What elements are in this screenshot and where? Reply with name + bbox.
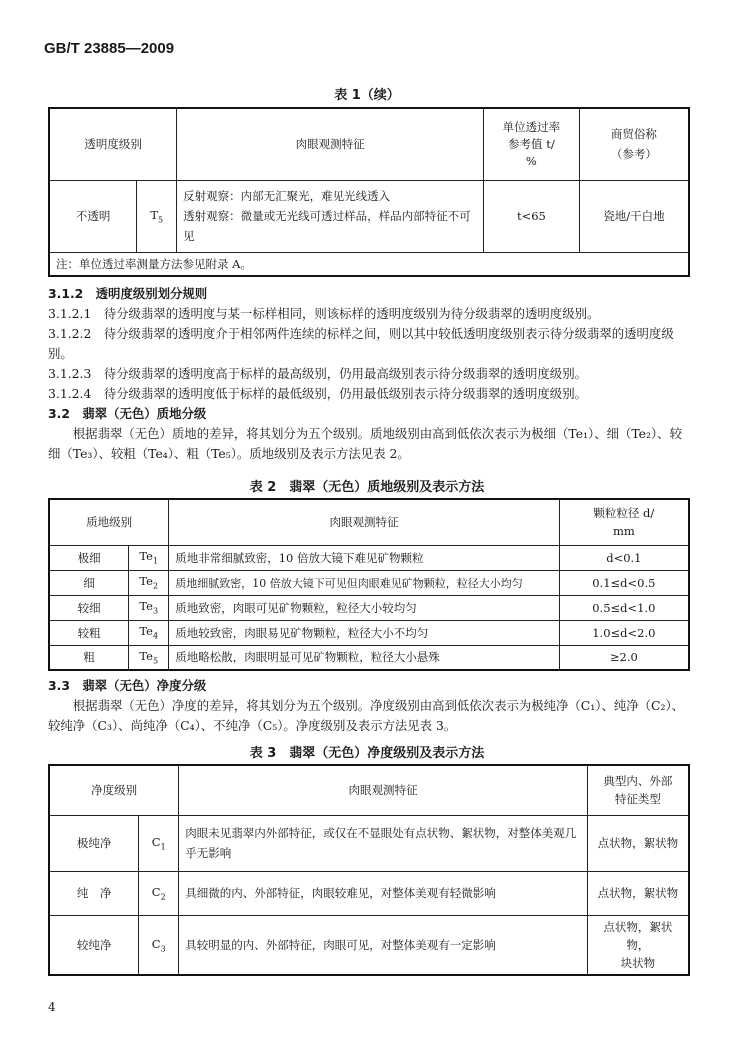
table3 (48, 764, 690, 976)
table-row: 细 $Te_2$ 质地细腻致密，10 倍放大镜下可见但肉眼难见矿物颗粒，粒径大小均匀 0.1≤d<0.5 (49, 570, 689, 595)
table1-header-name: 商贸俗称 （参考） (579, 108, 689, 180)
table2-header-level: 质地级别 (49, 499, 169, 545)
table2-header-size: 颗粒粒径 d/ mm (559, 499, 689, 545)
table-row: 极纯净 $C_1$ 肉眼未见翡翠内外部特征，或仅在不显眼处有点状物、絮状物，对整体美观几乎无影响 点状物，絮状物 (49, 815, 689, 871)
standard-header: GB/T 23885—2009 (44, 40, 175, 57)
rule-3-1-2-3: 3.1.2.3 待分级翡翠的透明度高于标样的最高级别，仍用最高级别表示待分级翡翠的透明度级别。 (48, 366, 587, 381)
table3-header-feature: 肉眼观测特征 (179, 765, 588, 815)
table1-trade-name: 瓷地/干白地 (579, 180, 689, 252)
section-3-1-2-title: 3.1.2 透明度级别划分规则 (48, 286, 208, 301)
section-3-2-paragraph: 根据翡翠（无色）质地的差异，将其划分为五个级别。质地级别由高到低依次表示为极细（Te₁）、细（Te₂）、较细（Te₃）、较粗（Te₄）、粗（Te₅）。质地级别及表示方法见表 2。 (48, 426, 682, 461)
rule-3-1-2-4: 3.1.2.4 待分级翡翠的透明度低于标样的最低级别，仍用最低级别表示待分级翡翠的透明度级别。 (48, 386, 587, 401)
table2-caption: 表 2 翡翠（无色）质地级别及表示方法 (249, 480, 485, 495)
table3-caption: 表 3 翡翠（无色）净度级别及表示方法 (249, 746, 485, 761)
table1 (48, 107, 690, 277)
rule-3-1-2-1: 3.1.2.1 待分级翡翠的透明度与某一标样相同，则该标样的透明度级别为待分级翡翠的透明度级别。 (48, 306, 600, 321)
table1-header-feature: 肉眼观测特征 (177, 108, 484, 180)
table-row: 较粗 $Te_4$ 质地较致密，肉眼易见矿物颗粒，粒径大小不均匀 1.0≤d<2.0 (49, 620, 689, 645)
table1-header-level: 透明度级别 (49, 108, 177, 180)
section-3-3 (48, 676, 690, 736)
table2 (48, 498, 690, 671)
table1-feature: 反射观察：内部无汇聚光，难见光线透入 透射观察：微量或无光线可透过样品，样品内部特征不可见 (177, 180, 484, 252)
table1-header-value: 单位透过率 参考值 t/ % (484, 108, 580, 180)
table3-header-type: 典型内、外部 特征类型 (587, 765, 689, 815)
table-row: 粗 $Te_5$ 质地略松散，肉眼明显可见矿物颗粒，粒径大小悬殊 ≥2.0 (49, 645, 689, 670)
section-3-2-title: 3.2 翡翠（无色）质地分级 (48, 406, 207, 421)
table1-code: $T_5$ (137, 180, 177, 252)
table-row: 纯 净 $C_2$ 具细微的内、外部特征，肉眼较难见，对整体美观有轻微影响 点状物，絮状物 (49, 871, 689, 915)
table1-level: 不透明 (49, 180, 137, 252)
section-3-3-title: 3.3 翡翠（无色）净度分级 (48, 678, 207, 693)
table1-note: 注：单位透过率测量方法参见附录 A。 (49, 252, 689, 276)
table2-header-feature: 肉眼观测特征 (169, 499, 559, 545)
table1-caption: 表 1（续） (334, 88, 400, 103)
table3-header-level: 净度级别 (49, 765, 179, 815)
section-3-3-paragraph: 根据翡翠（无色）净度的差异，将其划分为五个级别。净度级别由高到低依次表示为极纯净（C₁）、纯净（C₂）、较纯净（C₃）、尚纯净（C₄）、不纯净（C₅）。净度级别及表示方法见表 3。 (48, 698, 685, 733)
page-number: 4 (48, 1000, 56, 1014)
rule-3-1-2-2: 3.1.2.2 待分级翡翠的透明度介于相邻两件连续的标样之间，则以其中较低透明度级别表示待分级翡翠的透明度级别。 (48, 326, 674, 361)
table-row: 较细 $Te_3$ 质地致密，肉眼可见矿物颗粒，粒径大小较均匀 0.5≤d<1.0 (49, 595, 689, 620)
table1-value: t<65 (484, 180, 580, 252)
table-row: 极细 $Te_1$ 质地非常细腻致密，10 倍放大镜下难见矿物颗粒 d<0.1 (49, 545, 689, 570)
rules-section (48, 284, 690, 464)
table-row: 较纯净 $C_3$ 具较明显的内、外部特征，肉眼可见，对整体美观有一定影响 点状物，絮状物， 块状物 (49, 915, 689, 975)
